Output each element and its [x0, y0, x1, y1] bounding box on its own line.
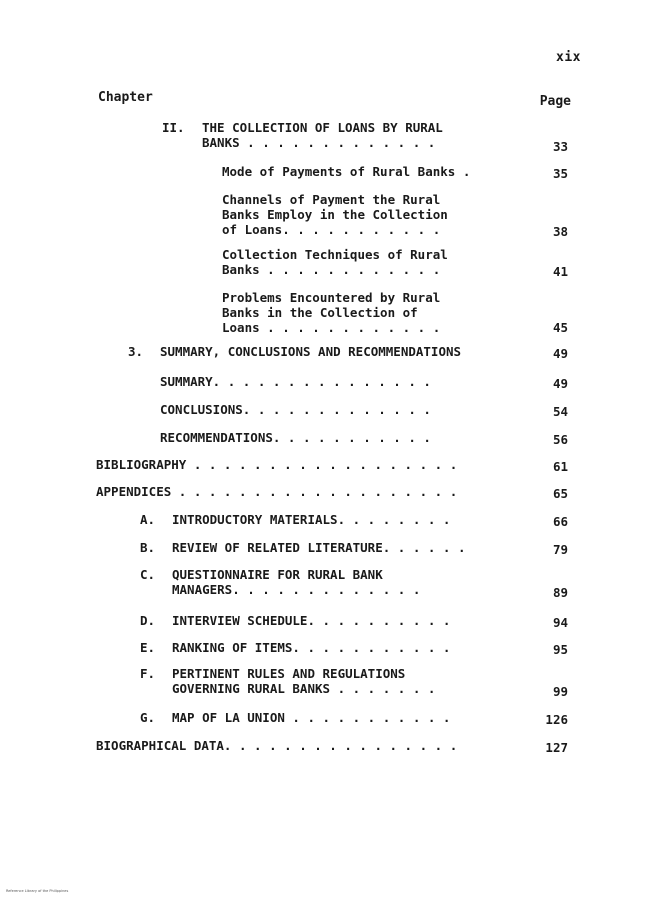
entry-page: 54 — [552, 404, 568, 419]
entry-title-line: Channels of Payment the Rural — [222, 192, 441, 207]
entry-title — [202, 120, 443, 150]
entry-page: 65 — [552, 486, 568, 501]
entry-title — [160, 344, 461, 359]
entry-title-line: Mode of Payments of Rural Banks . — [222, 164, 471, 179]
entry-number: E. — [140, 640, 156, 655]
entry-page: 49 — [552, 376, 568, 391]
entry-title-line: RANKING OF ITEMS. . . . . . . . . . . — [172, 640, 451, 655]
entry-page: 127 — [545, 740, 568, 755]
entry-title-line: MANAGERS. . . . . . . . . . . . . — [172, 582, 421, 597]
entry-title-line: Problems Encountered by Rural — [222, 290, 441, 305]
entry-title-line: of Loans. . . . . . . . . . . — [222, 222, 441, 237]
entry-title — [160, 430, 431, 445]
entry-title-line: INTERVIEW SCHEDULE. . . . . . . . . . — [172, 613, 451, 628]
entry-title — [172, 567, 420, 597]
entry-title-line: GOVERNING RURAL BANKS . . . . . . . — [172, 681, 436, 696]
entry-number: F. — [140, 666, 156, 681]
entry-title-line: Banks . . . . . . . . . . . . — [222, 262, 441, 277]
entry-title-line: MAP OF LA UNION . . . . . . . . . . . — [172, 710, 451, 725]
entry-page: 38 — [552, 224, 568, 239]
entry-title — [172, 613, 450, 628]
entry-page: 49 — [552, 346, 568, 361]
entry-title-line: BIOGRAPHICAL DATA. . . . . . . . . . . . . . . . — [96, 738, 458, 753]
entry-page: 45 — [552, 320, 568, 335]
entry-title — [172, 540, 466, 555]
entry-title-line: Banks Employ in the Collection — [222, 207, 448, 222]
entry-page: 66 — [552, 514, 568, 529]
entry-title-line: INTRODUCTORY MATERIALS. . . . . . . . — [172, 512, 451, 527]
entry-page: 126 — [545, 712, 568, 727]
entry-page: 99 — [552, 684, 568, 699]
entry-number: C. — [140, 567, 156, 582]
entry-page: 95 — [552, 642, 568, 657]
entry-title-line: APPENDICES . . . . . . . . . . . . . . . . . . . — [96, 484, 458, 499]
entry-title — [96, 738, 457, 753]
entry-title — [96, 457, 457, 472]
entry-title — [172, 710, 450, 725]
entry-page: 33 — [552, 139, 568, 154]
entry-title — [172, 512, 450, 527]
entry-title-line: Loans . . . . . . . . . . . . — [222, 320, 441, 335]
entry-title — [172, 666, 435, 696]
entry-title-line: BIBLIOGRAPHY . . . . . . . . . . . . . . . . . . — [96, 457, 458, 472]
entry-title — [222, 247, 448, 277]
entry-page: 89 — [552, 585, 568, 600]
entry-title-line: SUMMARY. . . . . . . . . . . . . . . — [160, 374, 431, 389]
entry-title-line: CONCLUSIONS. . . . . . . . . . . . . — [160, 402, 431, 417]
entry-page: 61 — [552, 459, 568, 474]
entry-title — [222, 192, 448, 237]
entry-title-line: THE COLLECTION OF LOANS BY RURAL — [202, 120, 443, 135]
entry-page: 79 — [552, 542, 568, 557]
entry-number: A. — [140, 512, 156, 527]
entry-title-line: BANKS . . . . . . . . . . . . . — [202, 135, 436, 150]
entry-title-line: Collection Techniques of Rural — [222, 247, 448, 262]
entry-number: D. — [140, 613, 156, 628]
entry-title — [96, 484, 457, 499]
page-number: xix — [556, 50, 581, 65]
entry-number: G. — [140, 710, 156, 725]
entry-title — [160, 402, 431, 417]
entry-title-line: RECOMMENDATIONS. . . . . . . . . . . — [160, 430, 431, 445]
entry-number: 3. — [128, 344, 144, 359]
entry-title-line: REVIEW OF RELATED LITERATURE. . . . . . — [172, 540, 466, 555]
chapter-header: Chapter — [98, 90, 153, 105]
entry-title-line: SUMMARY, CONCLUSIONS AND RECOMMENDATIONS — [160, 344, 462, 359]
entry-title — [222, 290, 440, 335]
scan-footer: Reference Library of the Philippines — [6, 889, 69, 893]
entry-title-line: QUESTIONNAIRE FOR RURAL BANK — [172, 567, 383, 582]
entry-number: B. — [140, 540, 156, 555]
entry-title-line: Banks in the Collection of — [222, 305, 418, 320]
entry-page: 41 — [552, 264, 568, 279]
entry-page: 56 — [552, 432, 568, 447]
entry-title — [172, 640, 450, 655]
entry-title — [222, 164, 470, 179]
entry-title-line: PERTINENT RULES AND REGULATIONS — [172, 666, 406, 681]
entry-page: 35 — [552, 166, 568, 181]
entry-page: 94 — [552, 615, 568, 630]
entry-number: II. — [162, 120, 185, 135]
entry-title — [160, 374, 431, 389]
page-header: Page — [539, 94, 571, 109]
